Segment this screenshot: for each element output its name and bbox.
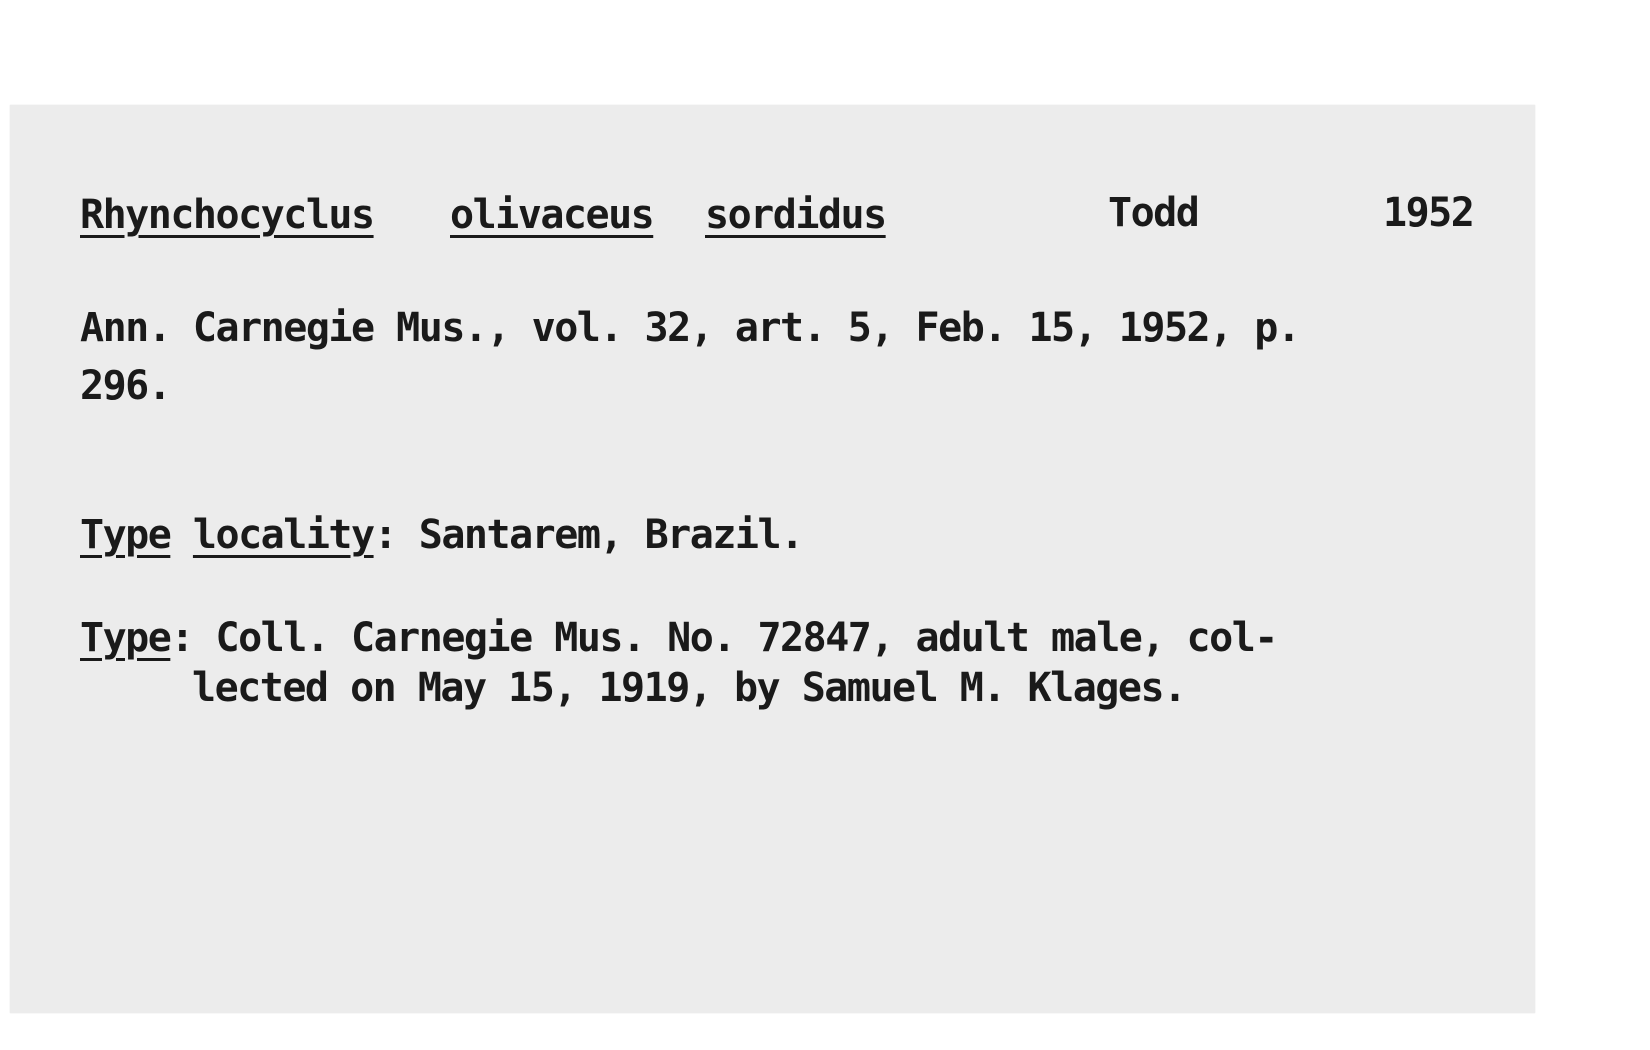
subspecies-name: sordidus [705, 192, 886, 238]
type-locality-value: Santarem, Brazil. [396, 512, 803, 558]
citation-line-1: Ann. Carnegie Mus., vol. 32, art. 5, Feb. 15, 1952, p. [80, 305, 1300, 351]
author-name: Todd [1108, 190, 1199, 236]
species-name: olivaceus [450, 192, 654, 238]
heading-year: 1952 [1383, 190, 1474, 236]
genus-name: Rhynchocyclus [80, 192, 374, 238]
type-label: Type [80, 615, 171, 661]
type-value: Coll. Carnegie Mus. No. 72847, adult male, col- [192, 615, 1277, 661]
type-locality-label-word2: locality [192, 512, 374, 558]
type-locality-separator: : [373, 512, 397, 558]
type-separator: : [170, 615, 193, 661]
type-locality-line [80, 512, 803, 558]
type-line-2: lected on May 15, 1919, by Samuel M. Klages. [192, 665, 1186, 711]
index-card [10, 105, 1535, 1013]
type-locality-label-word1: Type [80, 512, 171, 558]
citation-line-2: 296. [80, 363, 171, 409]
type-line-1 [80, 615, 1277, 661]
